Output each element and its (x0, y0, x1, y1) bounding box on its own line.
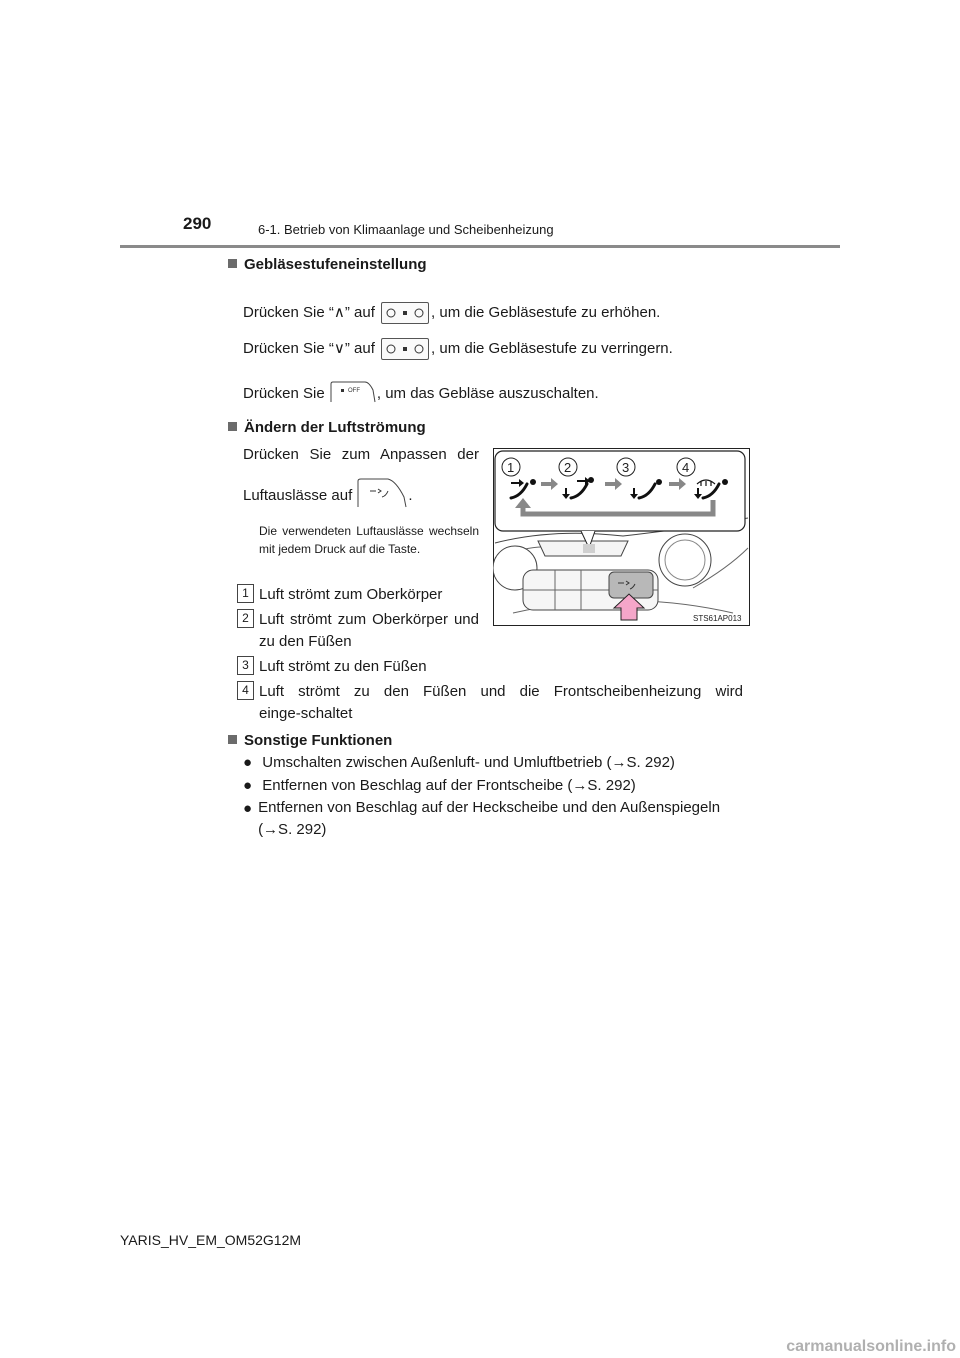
section-title: 6-1. Betrieb von Klimaanlage und Scheibenheizung (258, 222, 554, 237)
airflow-figure (493, 448, 750, 626)
item-number: 1 (237, 584, 254, 603)
off-button-icon (329, 380, 377, 408)
watermark: carmanualsonline.info (786, 1338, 956, 1355)
fan-off-line: Drücken Sie OFF , um das Gebläse auszuschalten. (243, 380, 599, 408)
item-number: 2 (237, 609, 254, 628)
list-item: 1 Luft strömt zum Oberkörper (237, 584, 477, 606)
other-heading: Sonstige Funktionen (228, 732, 392, 749)
item-number: 4 (237, 681, 254, 700)
list-item: 3 Luft strömt zu den Füßen (237, 656, 637, 678)
square-bullet-icon (228, 735, 237, 744)
airflow-text-1: Drücken Sie zum Anpassen der (243, 446, 479, 463)
fan-heading: Gebläsestufeneinstellung (228, 256, 427, 273)
fan-decrease-line: Drücken Sie “∨” auf , um die Gebläsestufe zu verringern. (243, 338, 673, 360)
airflow-mode-button-icon (356, 477, 408, 515)
figure-label-2: 2 (564, 460, 572, 475)
fan-speed-button-icon (381, 302, 429, 324)
square-bullet-icon (228, 259, 237, 268)
fan-increase-line: Drücken Sie “∧” auf , um die Gebläsestufe zu erhöhen. (243, 302, 660, 324)
footer-code: YARIS_HV_EM_OM52G12M (120, 1232, 302, 1248)
list-item: ● Entfernen von Beschlag auf der Heckscheibe und den Außenspiegeln (→S. 292) (243, 800, 743, 841)
airflow-text-2: Luftauslässe auf . (243, 477, 413, 515)
airflow-note: Die verwendeten Luftauslässe wechseln mit jedem Druck auf die Taste. (259, 524, 479, 556)
figure-label-4: 4 (682, 460, 690, 475)
bullet-dot-icon: ● (243, 777, 253, 794)
list-item: 2 Luft strömt zum Oberkörper und zu den Füßen (237, 609, 479, 653)
fan-speed-button-icon (381, 338, 429, 360)
airflow-heading: Ändern der Luftströmung (228, 419, 426, 436)
figure-code: STS61AP013 (693, 614, 742, 623)
bullet-dot-icon: ● (243, 754, 253, 771)
figure-label-1: 1 (507, 460, 515, 475)
header-rule (120, 245, 840, 248)
list-item: ● Umschalten zwischen Außenluft- und Umluftbetrieb (→S. 292) (243, 754, 675, 771)
item-number: 3 (237, 656, 254, 675)
square-bullet-icon (228, 422, 237, 431)
page-number: 290 (183, 214, 212, 233)
figure-label-3: 3 (622, 460, 630, 475)
bullet-dot-icon: ● (243, 800, 253, 817)
list-item: ● Entfernen von Beschlag auf der Frontscheibe (→S. 292) (243, 777, 636, 794)
list-item: 4 Luft strömt zu den Füßen und die Frontscheibenheizung wird einge-schaltet (237, 681, 743, 725)
svg-text:OFF: OFF (347, 388, 360, 394)
